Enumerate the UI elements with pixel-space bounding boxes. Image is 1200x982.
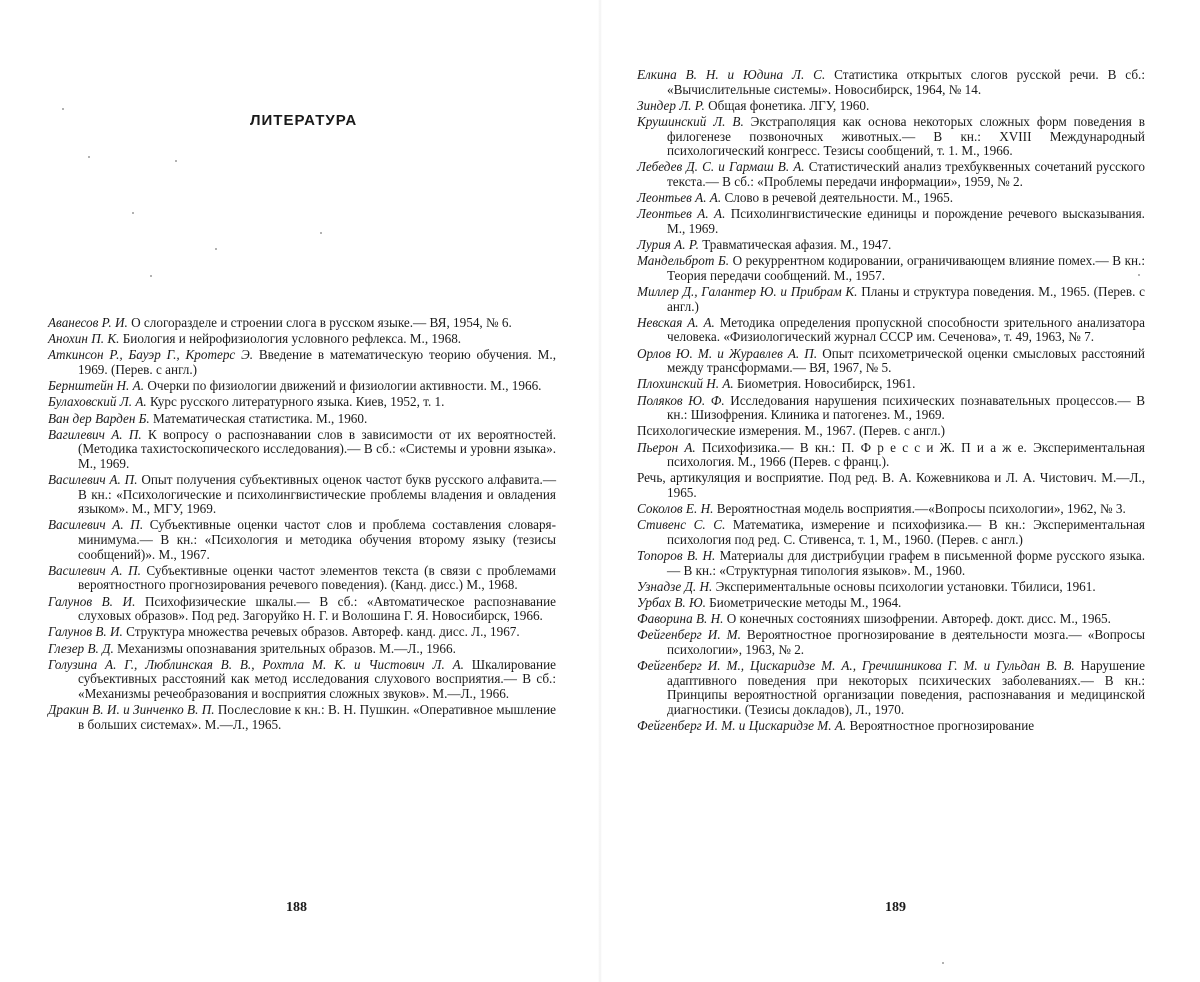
- scan-speck: [132, 212, 134, 214]
- entry-text: О слогоразделе и строении слога в русском языке.— ВЯ, 1954, № 6.: [127, 315, 512, 330]
- entry-author: Леонтьев А. А.: [637, 190, 722, 206]
- entry-text: Вероятностная модель восприятия.—«Вопросы психологии», 1962, № 3.: [713, 501, 1126, 517]
- bibliography-entry: [48, 379, 556, 394]
- entry-text: Курс русского литературного языка. Киев, 1952, т. 1.: [146, 394, 445, 410]
- entry-author: Елкина В. Н. и Юдина Л. С.: [637, 67, 826, 82]
- entry-author: Поляков Ю. Ф.: [637, 392, 725, 408]
- entry-text: Нарушение адаптивного поведения при некоторых психических заболеваниях.— В кн.: Принципы вероятностной организации поведения, распознавания и медицинской диагностики. (Тезисы докладов), Л., 1970.: [667, 658, 1145, 717]
- entry-text: О конечных состояниях шизофрении. Автореф. докт. дисс. М., 1965.: [723, 611, 1111, 627]
- bibliography-entry: [637, 471, 1145, 500]
- entry-author: Вагилевич А. П.: [48, 426, 142, 442]
- entry-text: Структура множества речевых образов. Автореф. канд. дисс. Л., 1967.: [122, 624, 520, 640]
- bibliography-entry: [637, 160, 1145, 189]
- bibliography-entry: [637, 99, 1145, 114]
- bibliography-entry: [637, 207, 1145, 236]
- bibliography-entry: [48, 658, 556, 702]
- entry-text: Шкалирование субъективных расстояний как метод исследования слухового восприятия.— В сб.: «Механизмы речеобразования и восприятия сложных звуков». М.—Л., 1966.: [78, 656, 556, 701]
- entry-author: Ван дер Варден Б.: [48, 410, 150, 426]
- entry-text: Вероятностное прогнозирование: [846, 718, 1035, 734]
- right-page: [600, 0, 1200, 982]
- entry-author: Аткинсон Р., Бауэр Г., Кротерс Э.: [48, 347, 254, 363]
- entry-text: Психофизические шкалы.— В сб.: «Автоматическое распознавание слуховых образов». Под ред. Загоруйко Н. Г. и Волошина Г. Я. Новосибирск, 1966.: [78, 593, 556, 624]
- bibliography-entry: [48, 703, 556, 732]
- entry-text: Субъективные оценки частот слов и проблема составления словаря-минимума.— В кн.: «Психология и методика обучения второму языку (тезисы сообщений)». М., 1967.: [78, 517, 557, 562]
- scan-speck: [320, 232, 322, 234]
- page-number-left: 188: [286, 900, 307, 915]
- bibliography-entry: [48, 348, 556, 377]
- entry-author: Глезер В. Д.: [48, 640, 114, 656]
- entry-text: Математическая статистика. М., 1960.: [149, 410, 368, 426]
- entry-author: Анохин П. К.: [48, 331, 120, 347]
- bibliography-entry: [637, 628, 1145, 657]
- page-heading: ЛИТЕРАТУРА: [250, 112, 358, 129]
- scan-speck: [150, 275, 152, 277]
- bibliography-entry: [48, 412, 556, 427]
- entry-author: Зиндер Л. Р.: [637, 97, 705, 113]
- scan-speck: [1138, 274, 1140, 276]
- entry-author: Лебедев Д. С. и Гармаш В. А.: [637, 159, 805, 175]
- entry-author: Дракин В. И. и Зинченко В. П.: [48, 702, 215, 718]
- entry-text: Вероятностное прогнозирование в деятельности мозга.— «Вопросы психологии», 1963, № 2.: [667, 627, 1145, 658]
- entry-text: Общая фонетика. ЛГУ, 1960.: [704, 97, 870, 113]
- bibliography-entry: [637, 254, 1145, 283]
- bibliography-entry: [48, 428, 556, 472]
- entry-author: Плохинский Н. А.: [637, 376, 734, 392]
- entry-text: Психофизика.— В кн.: П. Ф р е с с и Ж. П и а ж е. Экспериментальная психология. М., 1966 (Перев. с франц.).: [667, 439, 1145, 470]
- entry-author: Фейгенберг И. М. и Цискаридзе М. А.: [637, 718, 847, 734]
- entry-text: Планы и структура поведения. М., 1965. (Перев. с англ.): [667, 284, 1145, 314]
- bibliography-entry: [48, 473, 556, 517]
- scan-speck: [215, 248, 217, 250]
- entry-text: Слово в речевой деятельности. М., 1965.: [721, 190, 954, 206]
- entry-author: Невская А. А.: [637, 314, 715, 330]
- bibliography-entry: [48, 595, 556, 624]
- bibliography-entry: [48, 642, 556, 657]
- entry-text: Введение в математическую теорию обучения. М., 1969. (Перев. с англ.): [78, 347, 556, 377]
- entry-author: Голузина А. Г., Люблинская В. В., Рохтла М. К. и Чистович Л. А.: [48, 656, 464, 672]
- entry-author: Булаховский Л. А.: [48, 394, 147, 410]
- entry-text: Травматическая афазия. М., 1947.: [698, 237, 892, 253]
- entry-text: Речь, артикуляция и восприятие. Под ред. В. А. Кожевникова и Л. А. Чистович. М.—Л., 1965.: [637, 470, 1145, 500]
- bibliography-entry: [637, 580, 1145, 595]
- entry-text: Биометрические методы М., 1964.: [705, 595, 902, 611]
- entry-author: Василевич А. П.: [48, 472, 138, 488]
- bibliography-entry: [637, 347, 1145, 376]
- entry-text: Психологические измерения. М., 1967. (Перев. с англ.): [637, 423, 946, 439]
- entry-text: Математика, измерение и психофизика.— В кн.: Экспериментальная психология под ред. С. Стивенса, т. 1, М., 1960. (Перев. с англ.): [667, 517, 1145, 547]
- page-number-right: 189: [885, 900, 906, 915]
- entry-author: Орлов Ю. М. и Журавлев А. П.: [637, 345, 818, 361]
- entry-author: Аванесов Р. И.: [48, 315, 128, 330]
- bibliography-entry: [637, 316, 1145, 345]
- entry-author: Леонтьев А. А.: [637, 206, 726, 222]
- entry-text: Экстраполяция как основа некоторых сложных форм поведения в филогенезе позвоночных животных.— В кн.: XVIII Международный психологический конгресс. Тезисы сообщений, т. 1. М., 1966.: [667, 113, 1145, 159]
- entry-text: Материалы для дистрибуции графем в письменной форме русского языка.— В кн.: «Структурная типология языков». М., 1960.: [667, 548, 1145, 578]
- bibliography-entry: [637, 238, 1145, 253]
- bibliography-entry: [637, 191, 1145, 206]
- bibliography-entry: [637, 285, 1145, 314]
- bibliography-entry: [637, 424, 1145, 439]
- entry-text: Статистический анализ трехбуквенных сочетаний русского текста.— В сб.: «Проблемы передачи информации», 1959, № 2.: [667, 159, 1145, 189]
- bibliography-list-left: [48, 316, 556, 734]
- entry-text: О рекуррентном кодировании, ограничивающем влияние помех.— В кн.: Теория передачи сообщений. М., 1957.: [667, 253, 1146, 283]
- entry-text: Методика определения пропускной способности зрительного анализатора человека. «Физиологический журнал СССР им. Сеченова», т. 49, 1963, № 7.: [667, 314, 1145, 345]
- entry-text: Опыт психометрической оценки смысловых расстояний между трансформами.— ВЯ, 1967, № 5.: [667, 345, 1145, 376]
- entry-author: Фейгенберг И. М.: [637, 627, 741, 643]
- bibliography-entry: [637, 115, 1145, 159]
- bibliography-entry: [637, 719, 1145, 734]
- entry-author: Урбах В. Ю.: [637, 595, 706, 611]
- entry-text: Послесловие к кн.: В. Н. Пушкин. «Оперативное мышление в больших системах». М.—Л., 1965.: [78, 702, 556, 732]
- scan-speck: [175, 160, 177, 162]
- entry-author: Узнадзе Д. Н.: [637, 578, 713, 594]
- entry-text: Механизмы опознавания зрительных образов. М.—Л., 1966.: [113, 640, 456, 656]
- entry-author: Лурия А. Р.: [637, 237, 699, 253]
- bibliography-entry: [48, 395, 556, 410]
- entry-author: Василевич А. П.: [48, 562, 141, 578]
- bibliography-entry: [637, 612, 1145, 627]
- entry-author: Топоров В. Н.: [637, 548, 716, 564]
- bibliography-entry: [48, 332, 556, 347]
- entry-author: Миллер Д., Галантер Ю. и Прибрам К.: [637, 284, 858, 300]
- bibliography-entry: [637, 596, 1145, 611]
- bibliography-list-right: [637, 68, 1145, 735]
- entry-author: Бернштейн Н. А.: [48, 378, 145, 394]
- bibliography-entry: [637, 441, 1145, 470]
- entry-text: Статистика открытых слогов русской речи. В сб.: «Вычислительные системы». Новосибирск, 1964, № 14.: [667, 67, 1145, 97]
- bibliography-entry: [48, 518, 556, 562]
- bibliography-entry: [637, 549, 1145, 578]
- entry-author: Василевич А. П.: [48, 517, 144, 533]
- bibliography-entry: [637, 394, 1145, 423]
- entry-text: Очерки по физиологии движений и физиологии активности. М., 1966.: [144, 378, 542, 394]
- bibliography-entry: [48, 625, 556, 640]
- entry-author: Пьерон А.: [637, 439, 696, 455]
- scan-speck: [942, 962, 944, 964]
- entry-text: Субъективные оценки частот элементов текста (в связи с проблемами вероятностного прогнозирования речевого поведения). (Канд. дисс.) М., 1968.: [78, 562, 556, 593]
- bibliography-entry: [48, 564, 556, 593]
- bibliography-entry: [637, 377, 1145, 392]
- entry-text: Экспериментальные основы психологии установки. Тбилиси, 1961.: [712, 578, 1096, 594]
- scan-speck: [62, 108, 64, 110]
- entry-author: Крушинский Л. В.: [637, 113, 744, 129]
- entry-text: Биометрия. Новосибирск, 1961.: [733, 376, 916, 392]
- entry-author: Стивенс С. С.: [637, 517, 726, 533]
- entry-text: Психолингвистические единицы и порождение речевого высказывания. М., 1969.: [667, 206, 1145, 236]
- entry-text: Биология и нейрофизиология условного рефлекса. М., 1968.: [119, 331, 462, 347]
- entry-text: Опыт получения субъективных оценок частот букв русского алфавита.— В кн.: «Психологические и психолингвистические проблемы владения и овладения языком». М., МГУ, 1969.: [78, 472, 557, 517]
- bibliography-entry: [637, 659, 1145, 717]
- entry-author: Соколов Е. Н.: [637, 501, 714, 517]
- entry-author: Галунов В. И.: [48, 624, 123, 640]
- bibliography-entry: [637, 518, 1145, 547]
- bibliography-entry: [48, 316, 556, 331]
- entry-author: Фейгенберг И. М., Цискаридзе М. А., Гречишникова Г. М. и Гульдан В. В.: [637, 658, 1075, 674]
- entry-text: К вопросу о распознавании слов в зависимости от их вероятностей. (Методика тахистоскопического исследования).— В сб.: «Системы и уровни языка». М., 1969.: [78, 426, 556, 471]
- scan-speck: [88, 156, 90, 158]
- bibliography-entry: [637, 502, 1145, 517]
- entry-author: Галунов В. И.: [48, 593, 136, 609]
- entry-author: Фаворина В. Н.: [637, 611, 724, 627]
- entry-author: Мандельброт Б.: [637, 253, 730, 269]
- entry-text: Исследования нарушения психических познавательных процессов.— В кн.: Шизофрения. Клиника и патогенез. М., 1969.: [667, 392, 1146, 423]
- bibliography-entry: [637, 68, 1145, 97]
